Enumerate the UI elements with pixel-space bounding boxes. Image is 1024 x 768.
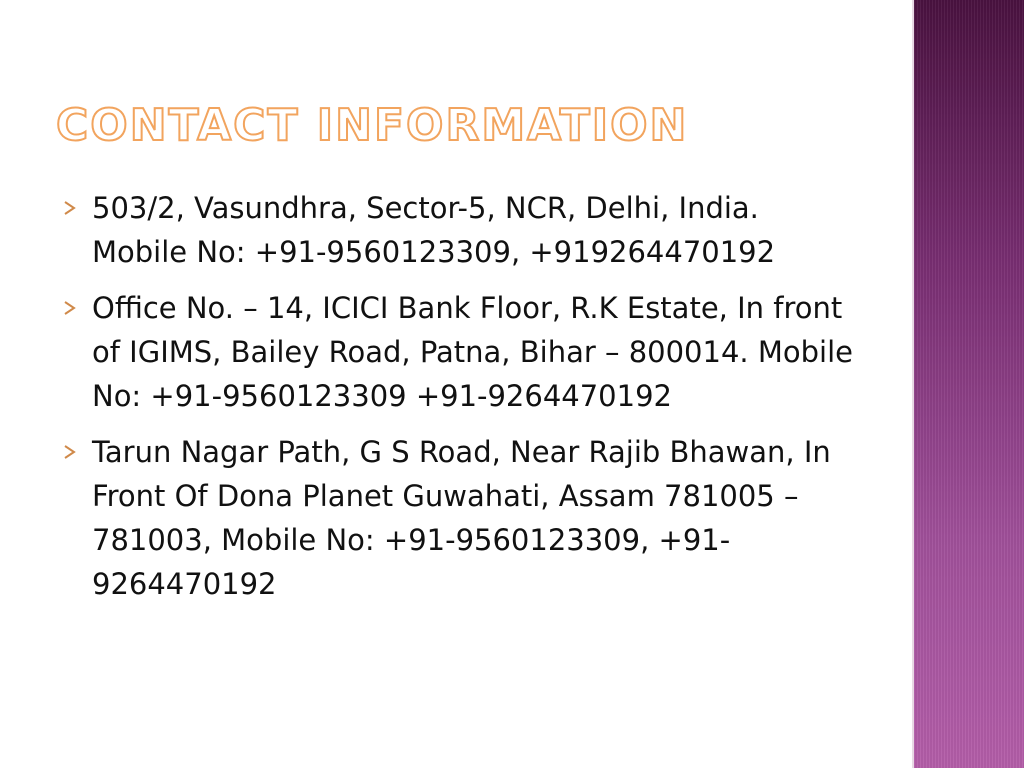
contact-item-patna — [62, 286, 862, 418]
slide-title: CONTACT INFORMATION — [56, 100, 689, 151]
chevron-right-icon — [62, 200, 78, 216]
chevron-right-icon — [62, 444, 78, 460]
chevron-right-icon — [62, 300, 78, 316]
contact-text: Office No. – 14, ICICI Bank Floor, R.K Estate, In front of IGIMS, Bailey Road, Patna, Bihar – 800014. Mobile No: +91-9560123309 +91-9264470192 — [92, 291, 853, 413]
contact-text: 503/2, Vasundhra, Sector-5, NCR, Delhi, India. Mobile No: +91-9560123309, +919264470192 — [92, 191, 776, 269]
contact-list — [62, 186, 862, 618]
decorative-side-panel — [912, 0, 1024, 768]
contact-text: Tarun Nagar Path, G S Road, Near Rajib Bhawan, In Front Of Dona Planet Guwahati, Assam 781005 – 781003, Mobile No: +91-9560123309, +91-9264470192 — [92, 435, 831, 601]
contact-item-guwahati — [62, 430, 862, 606]
contact-item-delhi — [62, 186, 862, 274]
